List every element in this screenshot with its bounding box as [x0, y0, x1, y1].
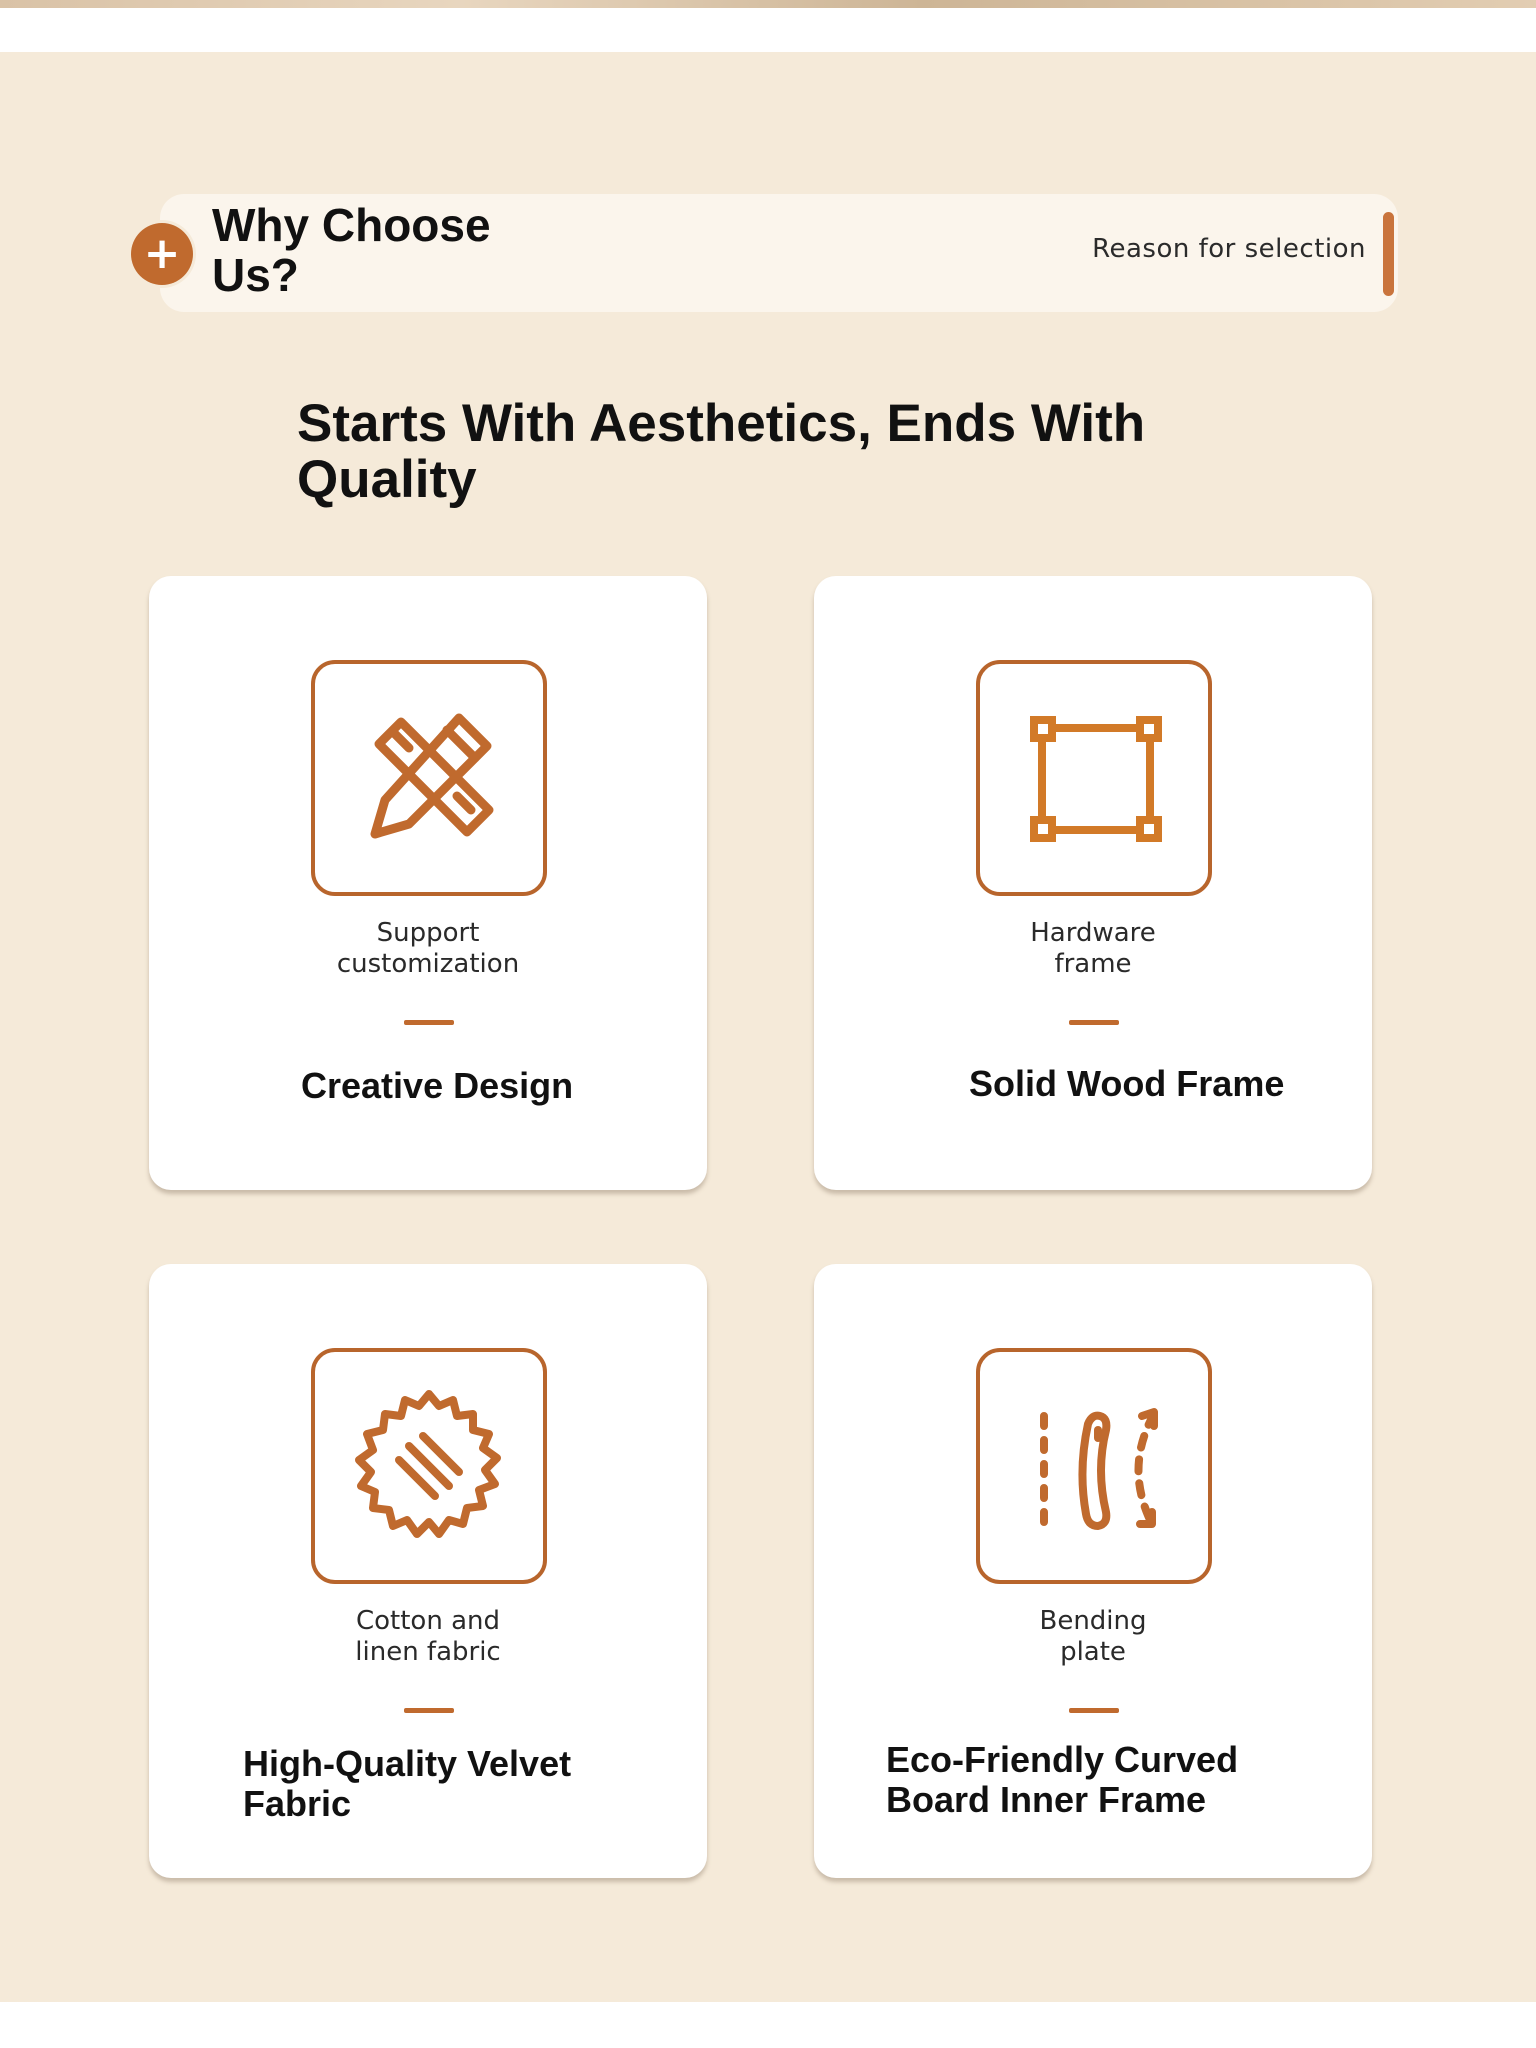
feature-title [886, 1740, 1238, 1820]
feature-title-line: Solid Wood Frame [969, 1063, 1285, 1104]
feature-card-creative-design [149, 576, 707, 1190]
feature-card-solid-wood-frame [814, 576, 1372, 1190]
page-headline: Starts With Aesthetics, Ends With Quality [297, 394, 1146, 509]
feature-label [149, 1606, 707, 1668]
feature-title [243, 1744, 571, 1824]
feature-title-line: Fabric [243, 1783, 352, 1824]
feature-label [149, 918, 707, 980]
feature-title-line: Creative Design [301, 1065, 574, 1106]
feature-label-line: customization [336, 949, 520, 979]
header-accent-bar [1383, 212, 1394, 296]
feature-label-line: Hardware [1030, 918, 1156, 948]
fabric-swatch-icon [311, 1348, 547, 1584]
frame-square-icon [976, 660, 1212, 896]
feature-label-line: Support [376, 918, 480, 948]
section-header-title: Why Choose Us? [212, 199, 491, 301]
section-header-subtitle: Reason for selection [1092, 234, 1366, 264]
feature-title [301, 1066, 573, 1106]
feature-label [814, 1606, 1372, 1668]
feature-title-line: High-Quality Velvet [243, 1743, 572, 1784]
pencil-ruler-icon [311, 660, 547, 896]
feature-label-line: plate [1060, 1637, 1126, 1667]
feature-title-line: Board Inner Frame [886, 1779, 1207, 1820]
feature-card-velvet-fabric [149, 1264, 707, 1878]
feature-label-line: linen fabric [355, 1637, 501, 1667]
feature-label-line: Bending [1039, 1606, 1147, 1636]
feature-label [814, 918, 1372, 980]
feature-title [969, 1064, 1284, 1104]
feature-label-line: Cotton and [355, 1606, 500, 1636]
divider [404, 1708, 454, 1713]
divider [1069, 1708, 1119, 1713]
top-image-strip [0, 0, 1536, 8]
feature-label-line: frame [1054, 949, 1132, 979]
feature-title-line: Eco-Friendly Curved [886, 1739, 1239, 1780]
plus-circle-icon: + [131, 223, 193, 285]
feature-card-curved-board [814, 1264, 1372, 1878]
divider [1069, 1020, 1119, 1025]
divider [404, 1020, 454, 1025]
bending-plate-icon [976, 1348, 1212, 1584]
